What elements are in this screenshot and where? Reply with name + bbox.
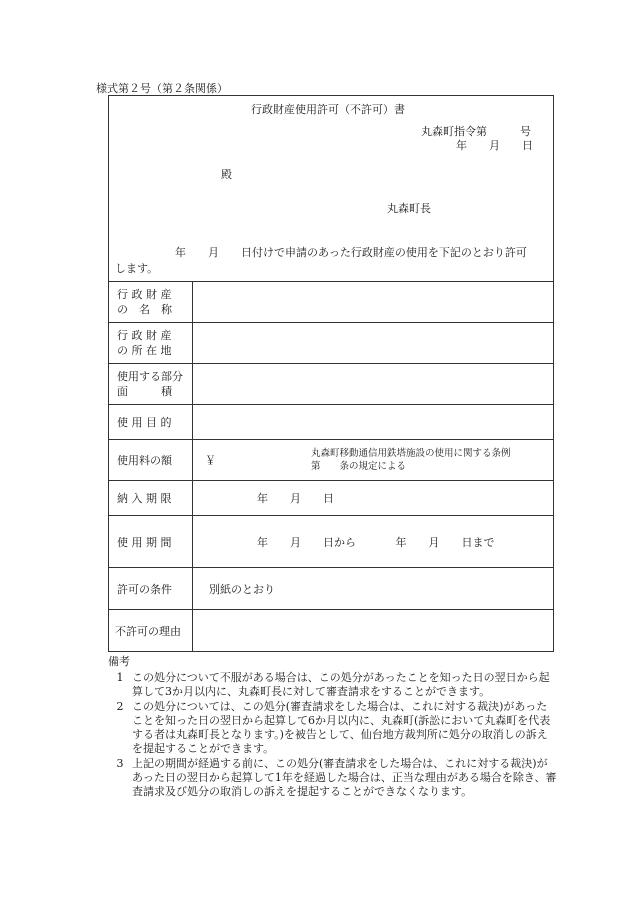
document-title: 行政財産使用許可（不許可）書 xyxy=(251,103,405,116)
fee-value[interactable] xyxy=(193,440,554,481)
ordinance-article: 第 条の規定による xyxy=(311,461,407,472)
issue-date: 年 月 日 xyxy=(456,139,533,152)
use-period-to: 年 月 日まで xyxy=(395,535,495,549)
conditions-value[interactable]: 別紙のとおり xyxy=(193,568,554,610)
payment-deadline-label: 納 入 期 限 xyxy=(109,481,193,516)
property-name-value[interactable] xyxy=(193,282,554,323)
use-period-from: 年 月 日から xyxy=(257,535,356,549)
yen-symbol: ￥ xyxy=(205,454,216,467)
addressee-honorific: 殿 xyxy=(221,168,232,181)
table-row-use-period xyxy=(109,516,554,568)
table-row-property-location xyxy=(109,323,554,364)
property-name-label: 行 政 財 産 の 名 称 xyxy=(109,282,193,323)
permit-header-box xyxy=(108,95,554,282)
conditions-label: 許可の条件 xyxy=(109,568,193,610)
body-text-line2: します。 xyxy=(115,262,159,275)
table-row-purpose xyxy=(109,405,554,440)
table-row-rejection-reason xyxy=(109,610,554,652)
table-row-fee xyxy=(109,440,554,481)
table-row-property-name xyxy=(109,282,554,323)
payment-deadline-value[interactable]: 年 月 日 xyxy=(193,481,554,516)
permit-details-table xyxy=(108,281,554,652)
table-row-payment-deadline xyxy=(109,481,554,516)
area-label: 使用する部分 面 積 xyxy=(109,364,193,405)
notes-heading: 備考 xyxy=(108,655,130,668)
purpose-label: 使 用 目 的 xyxy=(109,405,193,440)
property-location-value[interactable] xyxy=(193,323,554,364)
ordinance-reference: 丸森町移動通信用鉄塔施設の使用に関する条例 xyxy=(311,448,511,459)
body-text-line1: 年 月 日付けで申請のあった行政財産の使用を下記のとおり許可 xyxy=(175,246,527,259)
fee-label: 使用料の額 xyxy=(109,440,193,481)
table-row-conditions xyxy=(109,568,554,610)
purpose-value[interactable] xyxy=(193,405,554,440)
form-number-label: 様式第２号（第２条関係） xyxy=(96,82,228,95)
issuer-name: 丸森町長 xyxy=(387,202,431,215)
note-item: 2 この処分については、この処分(審査請求をした場合は、これに対する裁決)があったことを知った日の翌日から起算して6か月以内に、丸森町(訴訟において丸森町を代表する者は丸森町長となります。)を被告として、仙台地方裁判所に処分の取消しの訴えを提起することができます。 xyxy=(116,700,551,755)
rejection-reason-value[interactable] xyxy=(193,610,554,652)
use-period-value[interactable] xyxy=(193,516,554,568)
rejection-reason-label: 不許可の理由 xyxy=(109,610,193,652)
note-item: 1 この処分について不服がある場合は、この処分があったことを知った日の翌日から起算して3か月以内に、丸森町長に対して審査請求をすることができます。 xyxy=(116,671,550,698)
property-location-label: 行 政 財 産 の 所 在 地 xyxy=(109,323,193,364)
area-value[interactable] xyxy=(193,364,554,405)
use-period-label: 使 用 期 間 xyxy=(109,516,193,568)
note-item: 3 上記の期間が経過する前に、この処分(審査請求をした場合は、これに対する裁決)があった日の翌日から起算して1年を経過した場合は、正当な理由がある場合を除き、審査請求及び処分の取消しの訴えを提起することができなくなります。 xyxy=(116,757,557,798)
designation-number: 丸森町指令第 号 xyxy=(421,125,531,138)
table-row-area xyxy=(109,364,554,405)
notes-section xyxy=(108,655,558,799)
